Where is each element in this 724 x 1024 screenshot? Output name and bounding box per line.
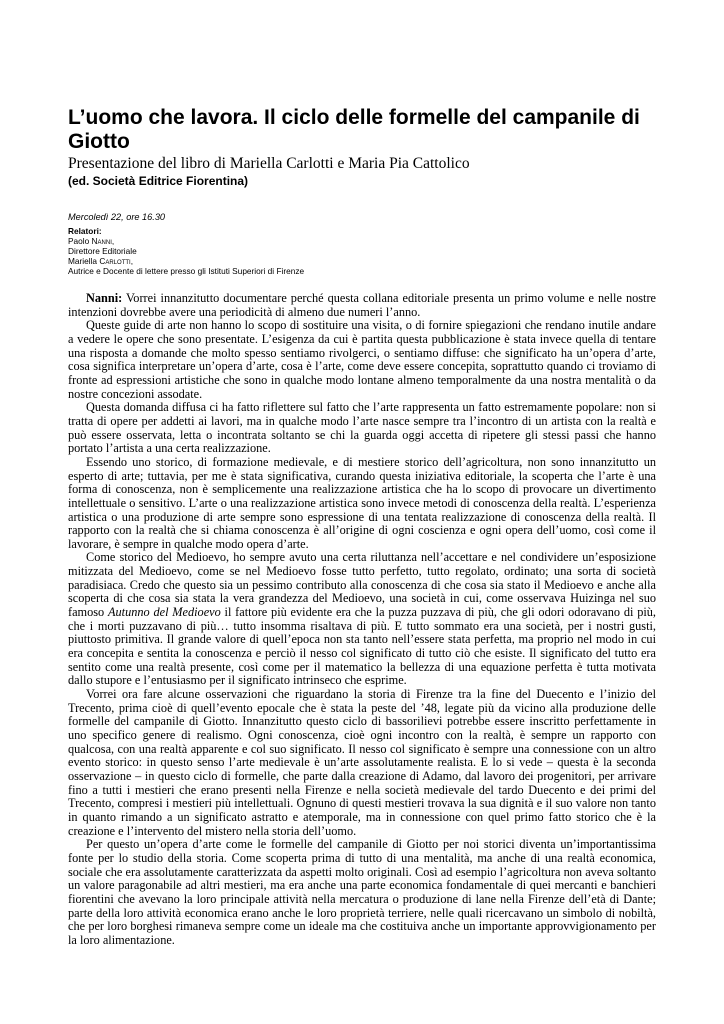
speaker-2-last-name: Carlotti bbox=[99, 255, 131, 266]
paragraph-text: il fattore più evidente era che la puzza puzzava di più, che gli odori odoravano di più, che i morti puzzavano di più… tutto insomma risaltava di più. E tutto sommato era una società, per i nostri gusti, piuttosto primitiva. Il grande valore di quell’epoca non sta tanto nell’essere stata perfetta, ma proprio nel modo in cui era concepita e sentita la conoscenza e perciò il nesso col significato di tutto ciò che esiste. Il significato del tutto era sentito come una realtà presente, così come per il matematico la bellezza di una equazione perfetta è tutta motivata dallo stupore e l’entusiasmo per il significato intrinseco che esprime. bbox=[68, 605, 656, 688]
event-date: Mercoledì 22, ore 16.30 bbox=[68, 212, 166, 222]
article-body bbox=[68, 292, 656, 948]
speaker-2-name: Mariella Carlotti, bbox=[68, 255, 133, 266]
paragraph: Questa domanda diffusa ci ha fatto riflettere sul fatto che l’arte rappresenta un fatto estremamente popolare: non si tratta di opere per addetti ai lavori, ma in qualche modo l’arte nasce sempre tra l’incontro di un artista con la realtà e può essere osservata, letta o incontrata soltanto se chi la guarda oggi accetta di ripetere gli stessi passi che hanno portato l’artista a una certa realizzazione. bbox=[68, 400, 656, 456]
speaker-1-last-name: Nanni bbox=[91, 235, 112, 246]
article-subtitle: Presentazione del libro di Mariella Carlotti e Maria Pia Cattolico bbox=[68, 155, 470, 172]
speaker-1-role: Direttore Editoriale bbox=[68, 245, 137, 256]
publisher-note: (ed. Società Editrice Fiorentina) bbox=[68, 174, 249, 188]
article-title: L’uomo che lavora. Il ciclo delle formelle del campanile di Giotto bbox=[68, 106, 640, 153]
paragraph: Vorrei ora fare alcune osservazioni che riguardano la storia di Firenze tra la fine del Duecento e l’inizio del Trecento, prima cioè di quell’evento epocale che è stata la peste del ’48, legate più da vicino alla produzione delle formelle del campanile di Giotto. Innanzitutto questo ciclo di bassorilievi potrebbe essere inscritto perfettamente in uno specifico genere di realismo. Ogni conoscenza, cioè ogni incontro con la realtà, è sempre un rapporto con qualcosa, con una realtà apparente e col suo significato. Il nesso col significato è sempre una connessione con un altro evento storico: in questo senso l’arte medievale è un’arte assolutamente realista. E lo si vede – questa è la seconda osservazione – in questo ciclo di formelle, che parte dalla creazione di Adamo, dal lavoro dei progenitori, per arrivare fino a tutti i mestieri che erano presenti nella Firenze e nella società medievale del tardo Duecento e dei primi del Trecento, compresi i mestieri più intellettuali. Ognuno di questi mestieri trovava la sua dignità e il suo valore non tanto in quanto rimando a un significato astratto e atemporale, ma in connessione con quel primo fatto storico che è la creazione e l’intervento del mistero nella storia dell’uomo. bbox=[68, 687, 656, 838]
speakers-label: Relatori: bbox=[68, 225, 102, 236]
speaker-label: Nanni: bbox=[86, 291, 123, 305]
paragraph bbox=[68, 551, 656, 688]
paragraph: Essendo uno storico, di formazione medievale, e di mestiere storico dell’agricoltura, non sono innanzitutto un esperto di arte; tuttavia, per me è stata significativa, curando questa iniziativa editoriale, la scoperta che l’arte è una forma di conoscenza, non è semplicemente una realizzazione artistica che ha lo scopo di provocare un divertimento intellettuale o sensitivo. L’arte o una realizzazione artistica sono invece metodi di conoscenza della realtà. L’esperienza artistica o una produzione di arte sempre sono espressione di una tentata realizzazione di conoscenza della realtà. Il rapporto con la realtà che si chiama conoscenza è all’origine di ogni coscienza e ogni opera dell’uomo, così come il lavorare, è sempre in qualche modo opera d’arte. bbox=[68, 454, 656, 551]
paragraph: Queste guide di arte non hanno lo scopo di sostituire una visita, o di fornire spiegazioni che rendano inutile andare a vedere le opere che sono presentate. L’esigenza da cui è partita questa pubblicazione è stata invece quella di tentare una risposta a domande che molto spesso sentiamo rivolgerci, o sentiamo diffuse: che significato ha un’opera d’arte, cosa significa interpretare un’opera d’arte, cosa è l’arte, come deve essere concepita, soprattutto quando ci troviamo di fronte ad espressioni artistiche che sono in qualche modo lontane almeno temporalmente da una nostra mentalità o da nostre concezioni assodate. bbox=[68, 318, 656, 401]
speaker-2-role: Autrice e Docente di lettere presso gli Istituti Superiori di Firenze bbox=[68, 265, 305, 276]
book-title: Autunno del Medioevo bbox=[108, 605, 221, 620]
speaker-2-first-name: Mariella bbox=[68, 255, 100, 266]
paragraph-text: Come storico del Medioevo, ho sempre avuto una certa riluttanza nell’accettare e nel condividere un’esposizione mitizzata del Medioevo, come se nel Medioevo fosse tutto perfetto, tutto regolato, ordinato; una sorta di società paradisiaca. Credo che questo sia un pessimo contributo alla conoscenza di che cosa sia stato il Medioevo e anche alla scoperta di che cosa sia stata la vera grandezza del Medioevo, una società in cui, come osservava Huizinga nel suo famoso bbox=[68, 550, 656, 620]
paragraph: Per questo un’opera d’arte come le formelle del campanile di Giotto per noi storici diventa un’importantissima fonte per lo studio della storia. Come scoperta prima di tutto di una mentalità, ma anche di una realtà economica, sociale che era assolutamente caratterizzata da aspetti molto originali. Così ad esempio l’agricoltura non aveva soltanto un valore paragonabile ad altri mestieri, ma era anche una parte economica fondamentale di quei mercanti e banchieri fiorentini che avevano la loro principale attività nella mercatura o produzione di lane nella Firenze dell’età di Dante; parte della loro attività economica erano anche le loro proprietà terriere, nelle quali ricercavano un simbolo di nobiltà, che per loro borghesi rimaneva sempre come un ideale ma che costituiva anche un importante approvvigionamento per la loro alimentazione. bbox=[68, 837, 656, 947]
event-info bbox=[68, 213, 656, 276]
paragraph-text: Vorrei innanzitutto documentare perché questa collana editoriale presenta un primo volume e nelle nostre intenzioni dovrebbe avere una periodicità di almeno due numeri l’anno. bbox=[68, 291, 656, 319]
paragraph bbox=[68, 292, 656, 319]
speaker-1-name: Paolo Nanni, bbox=[68, 235, 115, 246]
speaker-1-first-name: Paolo bbox=[68, 235, 92, 246]
